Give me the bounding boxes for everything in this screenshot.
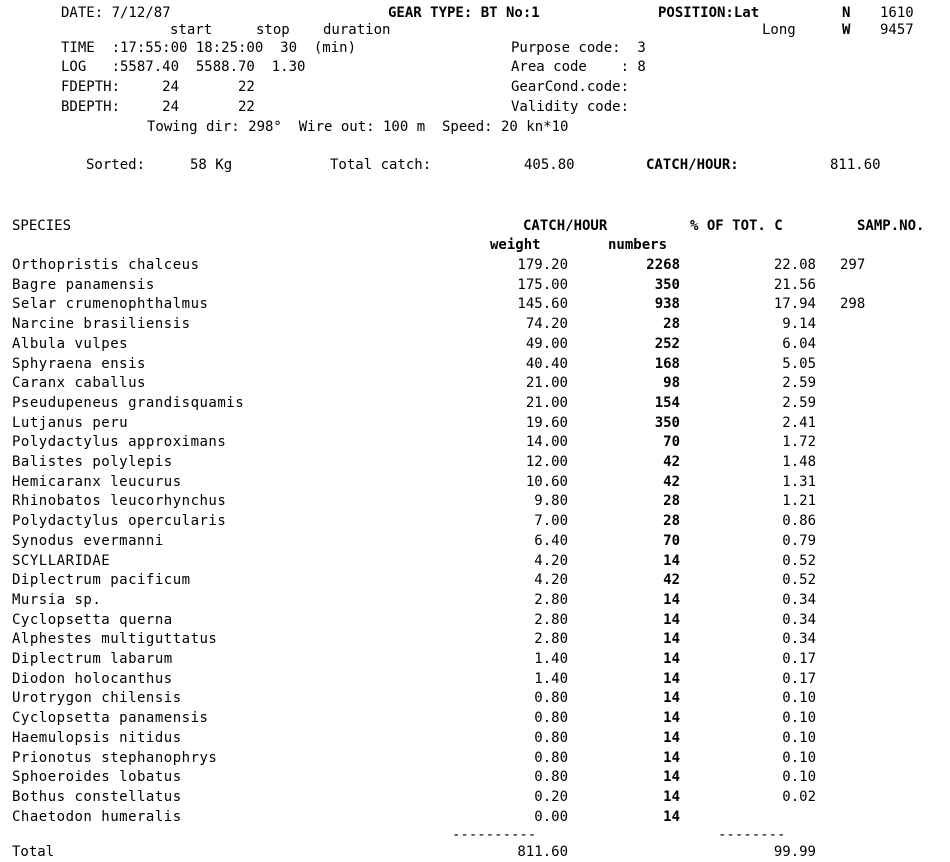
cell-weight: 49.00 [525, 336, 568, 352]
cell-pct: 6.04 [782, 336, 816, 352]
cell-species: Selar crumenophthalmus [12, 296, 209, 312]
col-catch-hour-header: CATCH/HOUR [523, 218, 608, 234]
cell-species: Diodon holocanthus [12, 671, 173, 687]
cell-weight: 4.20 [534, 553, 568, 569]
cell-pct: 0.10 [782, 769, 816, 785]
cell-weight: 12.00 [525, 454, 568, 470]
cell-numbers: 2268 [646, 257, 680, 273]
cell-weight: 0.80 [534, 710, 568, 726]
col-start: start [170, 22, 213, 38]
cell-weight: 19.60 [525, 415, 568, 431]
cell-species: Alphestes multiguttatus [12, 631, 218, 647]
cell-species: Pseudupeneus grandisquamis [12, 395, 245, 411]
cell-numbers: 14 [663, 750, 680, 766]
cell-numbers: 252 [654, 336, 680, 352]
total-weight-dashes: ---------- [452, 827, 537, 843]
cell-pct: 1.72 [782, 434, 816, 450]
cell-samp: 297 [840, 257, 866, 273]
cell-numbers: 154 [654, 395, 680, 411]
bdepth-line: BDEPTH: 24 22 [61, 99, 255, 115]
fdepth-line: FDEPTH: 24 22 [61, 79, 255, 95]
cell-pct: 0.17 [782, 671, 816, 687]
cell-species: Lutjanus peru [12, 415, 129, 431]
catch-hour-value: 811.60 [830, 157, 881, 173]
cell-numbers: 14 [663, 690, 680, 706]
cell-species: Chaetodon humeralis [12, 809, 182, 825]
cell-pct: 0.34 [782, 592, 816, 608]
cell-species: Hemicaranx leucurus [12, 474, 182, 490]
sub-weight-header: weight [490, 237, 541, 253]
cell-species: Bothus constellatus [12, 789, 182, 805]
cell-species: Diplectrum labarum [12, 651, 173, 667]
cell-numbers: 168 [654, 356, 680, 372]
total-label: Total [12, 844, 55, 860]
cell-numbers: 14 [663, 789, 680, 805]
cell-weight: 1.40 [534, 671, 568, 687]
towing-line: Towing dir: 298° Wire out: 100 m Speed: 20 kn*10 [147, 119, 569, 135]
cell-species: Sphyraena ensis [12, 356, 146, 372]
col-stop: stop [256, 22, 290, 38]
total-catch-label: Total catch: [330, 157, 432, 173]
long-label: Long [762, 22, 796, 38]
cell-weight: 0.80 [534, 750, 568, 766]
cell-pct: 0.10 [782, 730, 816, 746]
cell-numbers: 14 [663, 592, 680, 608]
gear-type: GEAR TYPE: BT No:1 [388, 5, 540, 21]
cell-numbers: 14 [663, 730, 680, 746]
total-pct-dashes: -------- [718, 827, 786, 843]
cell-numbers: 14 [663, 671, 680, 687]
cell-species: Haemulopsis nitidus [12, 730, 182, 746]
total-weight: 811.60 [517, 844, 568, 860]
cell-numbers: 14 [663, 553, 680, 569]
cell-weight: 0.00 [534, 809, 568, 825]
total-pct: 99.99 [773, 844, 816, 860]
cell-numbers: 42 [663, 454, 680, 470]
cell-numbers: 14 [663, 809, 680, 825]
cell-species: Rhinobatos leucorhynchus [12, 493, 227, 509]
cell-species: Polydactylus approximans [12, 434, 227, 450]
cell-pct: 9.14 [782, 316, 816, 332]
cell-species: Urotrygon chilensis [12, 690, 182, 706]
sorted-value: 58 Kg [190, 157, 233, 173]
cell-species: Prionotus stephanophrys [12, 750, 218, 766]
cell-weight: 21.00 [525, 395, 568, 411]
cell-pct: 0.86 [782, 513, 816, 529]
cell-species: Caranx caballus [12, 375, 146, 391]
cell-species: Sphoeroides lobatus [12, 769, 182, 785]
cell-numbers: 28 [663, 493, 680, 509]
date: DATE: 7/12/87 [61, 5, 171, 21]
sub-numbers-header: numbers [608, 237, 668, 253]
cell-pct: 1.48 [782, 454, 816, 470]
gearcond-code: GearCond.code: [511, 79, 630, 95]
cell-species: Polydactylus opercularis [12, 513, 227, 529]
cell-species: Orthopristis chalceus [12, 257, 200, 273]
cell-numbers: 28 [663, 316, 680, 332]
purpose-code: Purpose code: 3 [511, 40, 646, 56]
cell-numbers: 350 [654, 277, 680, 293]
cell-species: Balistes polylepis [12, 454, 173, 470]
cell-pct: 0.10 [782, 710, 816, 726]
long-value: 9457 [880, 22, 914, 38]
cell-weight: 74.20 [525, 316, 568, 332]
cell-species: Cyclopsetta querna [12, 612, 173, 628]
cell-weight: 21.00 [525, 375, 568, 391]
time-line: TIME :17:55:00 18:25:00 30 (min) [61, 40, 357, 56]
cell-weight: 0.80 [534, 690, 568, 706]
cell-numbers: 42 [663, 474, 680, 490]
cell-weight: 4.20 [534, 572, 568, 588]
cell-species: Cyclopsetta panamensis [12, 710, 209, 726]
cell-numbers: 42 [663, 572, 680, 588]
cell-numbers: 70 [663, 434, 680, 450]
cell-pct: 0.52 [782, 572, 816, 588]
cell-numbers: 14 [663, 612, 680, 628]
cell-species: Synodus evermanni [12, 533, 164, 549]
cell-species: Bagre panamensis [12, 277, 155, 293]
cell-pct: 22.08 [773, 257, 816, 273]
cell-weight: 2.80 [534, 631, 568, 647]
cell-weight: 6.40 [534, 533, 568, 549]
log-line: LOG :5587.40 5588.70 1.30 [61, 59, 306, 75]
cell-pct: 1.21 [782, 493, 816, 509]
cell-numbers: 350 [654, 415, 680, 431]
cell-pct: 5.05 [782, 356, 816, 372]
cell-numbers: 98 [663, 375, 680, 391]
cell-weight: 179.20 [517, 257, 568, 273]
cell-species: Narcine brasiliensis [12, 316, 191, 332]
cell-pct: 2.59 [782, 375, 816, 391]
cell-weight: 7.00 [534, 513, 568, 529]
cell-weight: 145.60 [517, 296, 568, 312]
cell-weight: 175.00 [517, 277, 568, 293]
cell-weight: 1.40 [534, 651, 568, 667]
cell-pct: 0.17 [782, 651, 816, 667]
cell-weight: 9.80 [534, 493, 568, 509]
cell-pct: 2.41 [782, 415, 816, 431]
col-species-header: SPECIES [12, 218, 72, 234]
area-code: Area code : 8 [511, 59, 646, 75]
validity-code: Validity code: [511, 99, 630, 115]
lat-value: 1610 [880, 5, 914, 21]
cell-pct: 0.10 [782, 750, 816, 766]
cell-weight: 0.20 [534, 789, 568, 805]
cell-weight: 0.80 [534, 769, 568, 785]
cell-pct: 2.59 [782, 395, 816, 411]
cell-species: Diplectrum pacificum [12, 572, 191, 588]
cell-numbers: 14 [663, 769, 680, 785]
cell-species: Albula vulpes [12, 336, 129, 352]
lat-hemisphere: N [842, 5, 851, 21]
cell-pct: 0.02 [782, 789, 816, 805]
catch-hour-label: CATCH/HOUR: [646, 157, 739, 173]
cell-numbers: 28 [663, 513, 680, 529]
cell-weight: 2.80 [534, 592, 568, 608]
col-pct-header: % OF TOT. C [690, 218, 783, 234]
sorted-label: Sorted: [86, 157, 146, 173]
cell-weight: 0.80 [534, 730, 568, 746]
cell-weight: 10.60 [525, 474, 568, 490]
long-hemisphere: W [842, 22, 851, 38]
cell-numbers: 14 [663, 651, 680, 667]
cell-pct: 0.34 [782, 631, 816, 647]
col-samp-header: SAMP.NO. [857, 218, 925, 234]
cell-numbers: 14 [663, 631, 680, 647]
total-catch-value: 405.80 [524, 157, 575, 173]
cell-species: SCYLLARIDAE [12, 553, 111, 569]
cell-pct: 0.79 [782, 533, 816, 549]
cell-pct: 0.34 [782, 612, 816, 628]
cell-numbers: 938 [654, 296, 680, 312]
cell-pct: 0.10 [782, 690, 816, 706]
cell-pct: 0.52 [782, 553, 816, 569]
cell-weight: 2.80 [534, 612, 568, 628]
cell-pct: 1.31 [782, 474, 816, 490]
cell-numbers: 70 [663, 533, 680, 549]
cell-pct: 21.56 [773, 277, 816, 293]
cell-samp: 298 [840, 296, 866, 312]
cell-weight: 40.40 [525, 356, 568, 372]
cell-weight: 14.00 [525, 434, 568, 450]
cell-species: Mursia sp. [12, 592, 102, 608]
position-label: POSITION:Lat [658, 5, 760, 21]
cell-pct: 17.94 [773, 296, 816, 312]
cell-numbers: 14 [663, 710, 680, 726]
col-duration: duration [323, 22, 391, 38]
